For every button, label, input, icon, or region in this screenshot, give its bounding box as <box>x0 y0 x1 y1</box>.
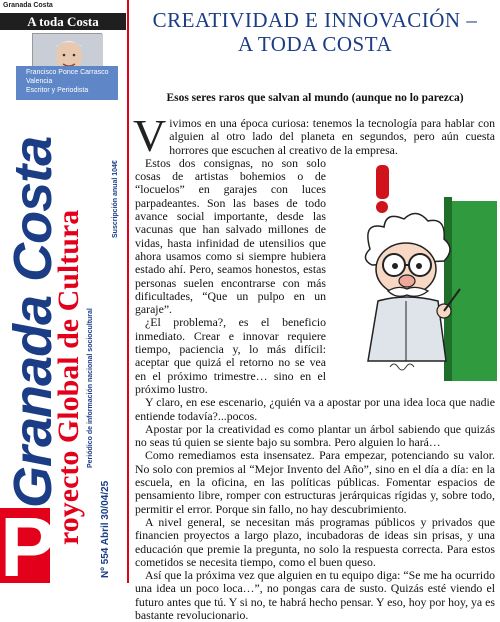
inventor-cartoon-icon <box>332 161 497 381</box>
paragraph-1 <box>133 110 495 161</box>
column-title: A toda Costa <box>0 13 126 30</box>
brand-label: Granada Costa <box>3 2 53 9</box>
drop-cap: V <box>133 110 167 161</box>
paragraph-1-text: ivimos en una época curiosa: tenemos la tecnología para hablar con alguien al otro lado del planeta en segundos, pero aún cuesta horrores que escuchen al creativo de la empresa. <box>169 116 495 157</box>
article-headline <box>133 8 497 56</box>
masthead-sidebar <box>0 0 128 594</box>
paragraph-7: A nivel general, se necesitan más programas públicos y privados que financien proyectos a largo plazo, incubadoras de ideas sin prisas, y una educación que premie la pregunta, no solo la respuesta correcta. Para estos cometidos se necesita tiempo, como el buen queso. <box>135 514 495 569</box>
headline-line-2: A TODA COSTA <box>237 32 393 56</box>
article-subheadline: Esos seres raros que salvan al mundo (aunque no lo parezca) <box>166 92 464 104</box>
author-city: Valencia <box>26 78 53 85</box>
subscription-note: Suscripción anual 104€ <box>112 160 119 238</box>
author-name: Francisco Ponce Carrasco <box>26 69 109 76</box>
paragraph-3: ¿El problema?, es el beneficio inmediato. Crear e innovar requiere tiempo, paciencia y, lo más difícil: aceptar que quizá el retorno no se vea en el próximo trimestre… sino en el próximo lustro. <box>135 315 326 396</box>
masthead-name: Granada Costa <box>3 136 63 508</box>
sidebar-divider <box>127 0 129 583</box>
masthead-initial: P <box>0 500 57 594</box>
paragraph-8: Así que la próxima vez que alguien en tu equipo diga: “Se me ha ocurrido una idea un poco loca…”, no pongas cara de susto. Quizás esté viendo el futuro antes que tú. Y si no, te habrá hecho pensar. Y eso, hoy por hoy, ya es bastante revolucionario. <box>135 568 495 622</box>
masthead-tagline: royecto Global de Cultura <box>52 209 85 545</box>
author-caption <box>16 66 118 100</box>
headline-line-1: CREATIVIDAD E INNOVACIÓN – <box>152 8 478 32</box>
paragraph-5: Apostar por la creatividad es como plantar un árbol sabiendo que quizás no seas tú quien se siente bajo su sombra. Pero alguien lo hará… <box>135 421 495 450</box>
paragraph-4: Y claro, en ese escenario, ¿quién va a apostar por una idea loca que nadie entiende todavía?...pocos. <box>135 395 495 423</box>
author-role: Escritor y Periodista <box>26 87 89 94</box>
paragraph-6: Como remediamos esta insensatez. Para empezar, potenciando su valor. No solo con premios al “Mejor Invento del Año”, sino en el día a día: en la escuela, en la oficina, en las políticas públicas. Fomentar espacios de pensamiento libre, romper con estructuras jerárquicas rígidas y, sobre todo, permitir el error. Porque sin fallo, no hay descubrimiento. <box>135 448 495 516</box>
article-body <box>133 110 495 622</box>
issue-number: Nº 554 Abril 30/04/25 <box>100 480 111 578</box>
periodical-note: Periódico de información nacional sociocultural <box>87 308 94 468</box>
cartoon-illustration <box>332 161 497 381</box>
article <box>133 0 497 622</box>
paragraph-2: Estos dos consignas, no son solo cosas de artistas bohemios o de “locuelos” en garajes con luces parpadeantes. Son las bases de todo avance social importante, desde las vacunas que han salvado millones de vidas, hasta infinidad de utensilios que ahora usamos como si siempre hubiera estado ahí. Pero, seamos honestos, estas personas suelen encontrarse con más dificultades, “Que un pulpo en un garaje”. <box>135 155 326 317</box>
